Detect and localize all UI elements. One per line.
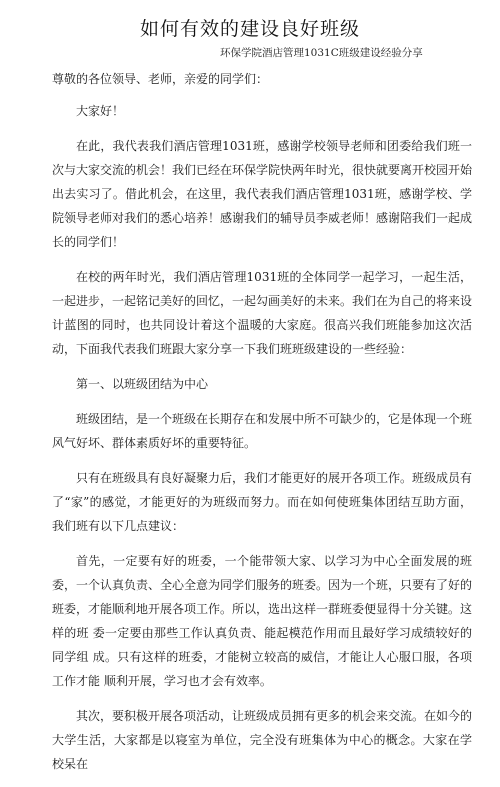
unity-paragraph: 班级团结，是一个班级在长期存在和发展中所不可缺少的，它是体现一个班 风气好坏、群体素质好坏的重要特征。 [52,412,473,450]
document-subtitle: 环保学院酒店管理1031C班级建设经验分享 [220,47,423,59]
intro-paragraph: 在此，我代表我们酒店管理1031班，感谢学校领导老师和团委给我们班一 次与大家交流的机会！我们已经在环保学院快两年时光，很快就要离开校园开始 出去实习了。借此机会，在这里，我代表我们酒店管理1031班，感谢学校、学 院领导老师对我们的悉心培养！感谢我们的辅导员李威老师！感谢陪我们一起成 长的同学们！ [52,139,473,249]
committee-paragraph: 首先，一定要有好的班委，一个能带领大家、以学习为中心全面发展的班委，一个认真负责、全心全意为同学们服务的班委。因为一个班，只要有了好的班委，才能顺利地开展各项工作。所以，选出这样一群班委便显得十分关键。这样的班 委一定要由那些工作认真负责、能起模范作用而且最好学习成绩较好的同学组 成。只有这样的班委，才能树立较高的威信，才能让人心服口服，各项工作才能 顺利开展，学习也才会有效率。 [52,554,473,688]
document-title: 如何有效的建设良好班级 [139,18,360,40]
cohesion-paragraph: 只有在班级具有良好凝聚力后，我们才能更好的展开各项工作。班级成员有 了“家”的感觉，才能更好的为班级而努力。而在如何使班集体团结互助方面， 我们班有以下几点建议： [52,471,473,533]
document-body [52,67,472,787]
greeting-paragraph: 尊敬的各位领导、老师，亲爱的同学们： [52,72,269,86]
class-life-paragraph: 在校的两年时光，我们酒店管理1031班的全体同学一起学习，一起生活， 一起进步，一起铭记美好的回忆，一起勾画美好的未来。我们在为自己的将来设 计蓝图的同时，也共同设计着这个温暖的大家庭。很高兴我们班能参加这次活 动，下面我代表我们班跟大家分享一下我们班班级建设的一些经验： [52,270,473,356]
activities-paragraph: 其次，要积极开展各项活动，让班级成员拥有更多的机会来交流。在如今的 大学生活，大家都是以寝室为单位，完全没有班集体为中心的概念。大家在学 校呆在 [52,709,473,771]
salutation-paragraph: 大家好！ [76,104,125,118]
section-heading: 第一、以班级团结为中心 [76,377,209,391]
